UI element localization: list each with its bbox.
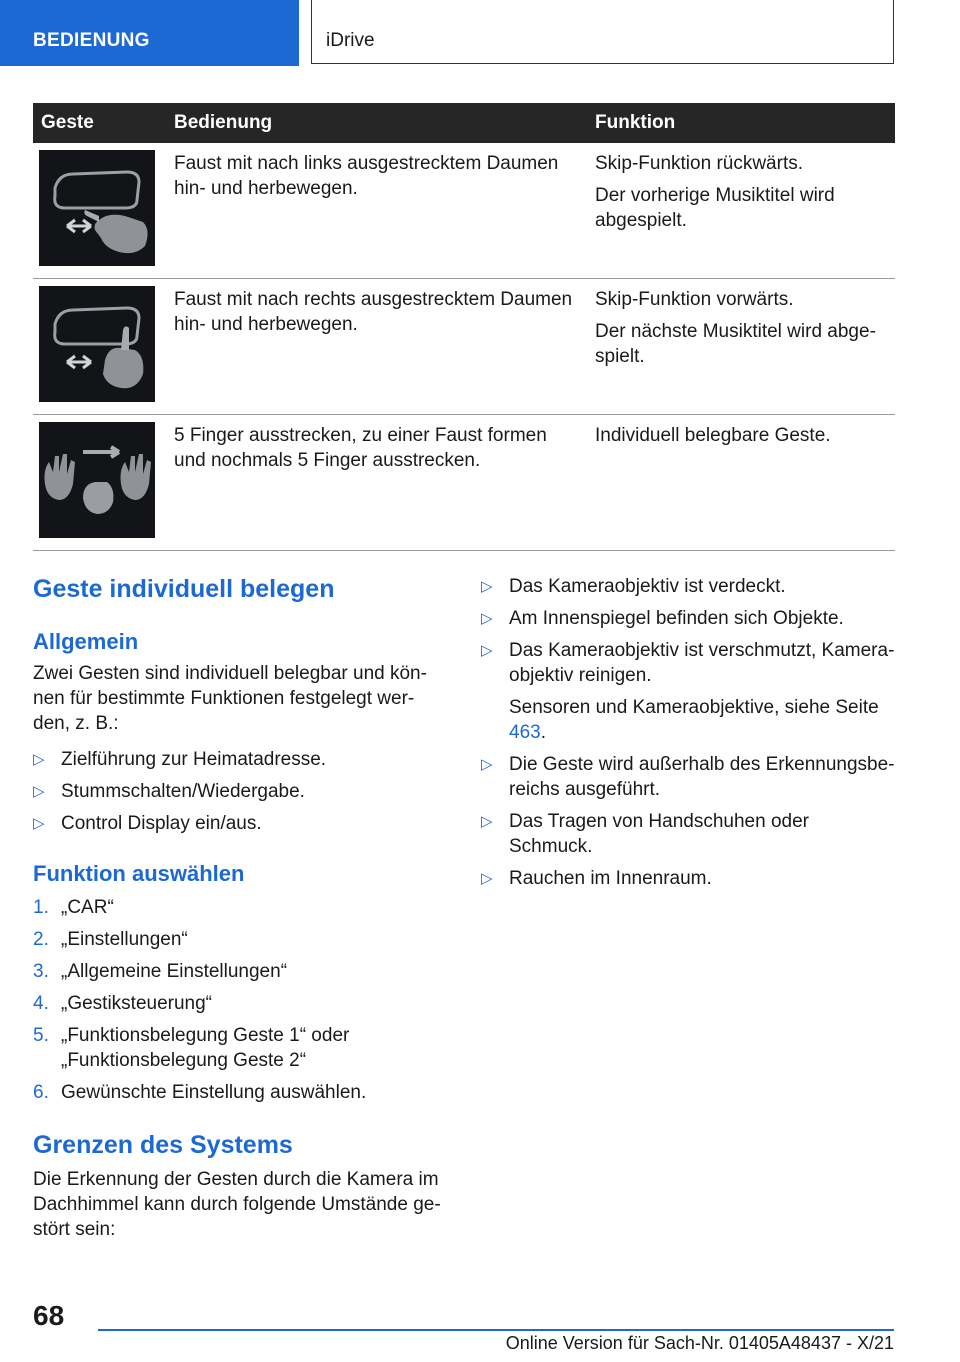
cross-reference — [509, 695, 895, 745]
triangle-bullet-icon: ▷ — [481, 813, 493, 830]
step-number: 1. — [33, 897, 49, 918]
step-number: 5. — [33, 1025, 49, 1046]
operation-cell: 5 Finger ausstrecken, zu einer Faust formen und nochmals 5 Finger ausstrecken. — [166, 415, 587, 551]
list-item-text: Das Kameraobjektiv ist verschmutzt, Kameraobjektiv reinigen. — [509, 640, 895, 686]
gesture-thumb-right-icon — [39, 286, 155, 402]
table-row — [33, 415, 895, 551]
chapter-title: iDrive — [326, 30, 375, 51]
footer-text: Online Version für Sach-Nr. 01405A48437 - X/21 — [505, 1333, 894, 1353]
triangle-bullet-icon: ▷ — [481, 870, 493, 887]
list-item-text: Rauchen im Innenraum. — [509, 868, 712, 889]
section-tab — [0, 0, 299, 66]
chapter-tab — [311, 0, 894, 64]
reference-period: . — [540, 722, 546, 743]
list-item — [33, 811, 443, 836]
list-item — [33, 747, 443, 772]
step-text: „CAR“ — [61, 897, 114, 918]
step-text: „Allgemeine Einstellungen“ — [61, 961, 288, 982]
step-text: „Funktionsbelegung Geste 1“ oder „Funktionsbelegung Geste 2“ — [61, 1025, 350, 1071]
function-text: Skip-Funktion vorwärts. — [595, 289, 794, 310]
triangle-bullet-icon: ▷ — [33, 751, 45, 768]
paragraph: Zwei Gesten sind individuell belegbar und können für bestimmte Funktionen festgelegt werden, z. B.: — [33, 663, 427, 734]
subsection-heading: Funktion auswählen — [33, 861, 245, 886]
page-link[interactable]: 463 — [509, 722, 541, 743]
list-item-text: Stummschalten/Wiedergabe. — [61, 781, 305, 802]
page-number: 68 — [33, 1300, 65, 1331]
step-text: Gewünschte Einstellung auswählen. — [61, 1082, 367, 1103]
list-item — [33, 779, 443, 804]
list-item — [481, 638, 895, 745]
list-item-text: Control Display ein/aus. — [61, 813, 262, 834]
list-item — [33, 927, 443, 952]
step-text: „Gestiksteuerung“ — [61, 993, 213, 1014]
step-number: 6. — [33, 1082, 49, 1103]
triangle-bullet-icon: ▷ — [481, 756, 493, 773]
function-text: Individuell belegbare Geste. — [595, 425, 831, 446]
subsection-heading: Allgemein — [33, 629, 139, 654]
list-item — [33, 991, 443, 1016]
list-item — [33, 959, 443, 984]
numbered-list — [33, 895, 443, 1112]
paragraph: Die Erkennung der Gesten durch die Kamera im Dachhimmel kann durch folgende Umstände gestört sein: — [33, 1169, 441, 1240]
list-item — [481, 866, 895, 891]
column-header: Funktion — [587, 103, 895, 143]
triangle-bullet-icon: ▷ — [33, 815, 45, 832]
step-number: 3. — [33, 961, 49, 982]
column-header: Geste — [33, 103, 166, 143]
table-row — [33, 143, 895, 279]
triangle-bullet-icon: ▷ — [33, 783, 45, 800]
operation-cell: Faust mit nach rechts ausgestrecktem Daumen hin- und herbewegen. — [166, 279, 587, 415]
function-text: Skip-Funktion rückwärts. — [595, 153, 804, 174]
footer-rule — [98, 1329, 894, 1331]
step-number: 4. — [33, 993, 49, 1014]
operation-cell: Faust mit nach links ausgestrecktem Daumen hin- und herbewegen. — [166, 143, 587, 279]
list-item-text: Das Tragen von Handschuhen oder Schmuck. — [509, 811, 809, 857]
list-item-text: Das Kameraobjektiv ist verdeckt. — [509, 576, 786, 597]
reference-text: Sensoren und Kameraobjektive, siehe Seite — [509, 697, 879, 718]
gesture-table — [33, 103, 895, 551]
bullet-list — [33, 747, 443, 843]
triangle-bullet-icon: ▷ — [481, 642, 493, 659]
section-heading: Geste individuell belegen — [33, 575, 335, 603]
section-title: BEDIENUNG — [33, 30, 150, 51]
section-heading: Grenzen des Systems — [33, 1131, 293, 1159]
list-item — [33, 895, 443, 920]
list-item — [33, 1080, 443, 1105]
function-text: Der vorherige Musiktitel wird abgespielt. — [595, 185, 835, 231]
triangle-bullet-icon: ▷ — [481, 578, 493, 595]
table-row — [33, 279, 895, 415]
function-text: Der nächste Musiktitel wird abgespielt. — [595, 321, 876, 367]
step-number: 2. — [33, 929, 49, 950]
list-item — [481, 809, 895, 859]
table-header-row — [33, 103, 895, 143]
function-cell — [587, 143, 895, 279]
list-item — [481, 606, 895, 631]
function-cell — [587, 279, 895, 415]
list-item-text: Die Geste wird außerhalb des Erkennungsbereichs ausgeführt. — [509, 754, 895, 800]
column-header: Bedienung — [166, 103, 587, 143]
list-item-text: Zielführung zur Heimatadresse. — [61, 749, 327, 770]
triangle-bullet-icon: ▷ — [481, 610, 493, 627]
list-item — [481, 752, 895, 802]
step-text: „Einstellungen“ — [61, 929, 188, 950]
function-cell — [587, 415, 895, 551]
list-item-text: Am Innenspiegel befinden sich Objekte. — [509, 608, 844, 629]
list-item — [481, 574, 895, 599]
gesture-five-fingers-icon — [39, 422, 155, 538]
bullet-list — [481, 574, 895, 898]
list-item — [33, 1023, 443, 1073]
gesture-thumb-left-icon — [39, 150, 155, 266]
